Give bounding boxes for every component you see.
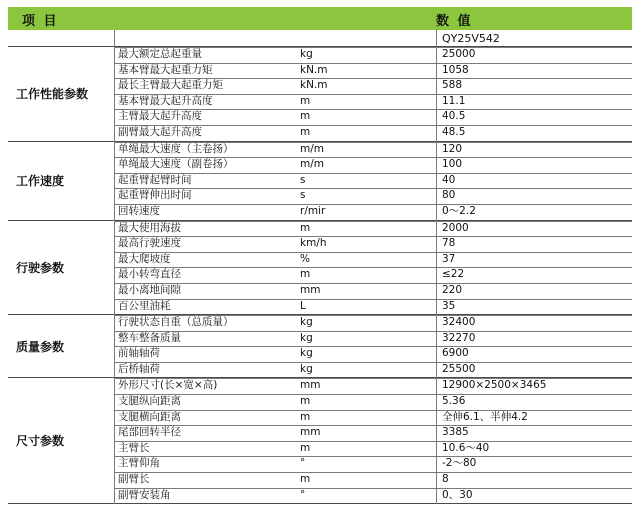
table-row [8, 346, 632, 362]
parameter-value: 2000 [442, 221, 469, 234]
row-divider [114, 204, 632, 205]
row-divider [114, 267, 632, 268]
parameter-unit: m [300, 473, 311, 486]
value-column-header: 数 值 [436, 14, 473, 29]
table-row [8, 425, 632, 441]
table-row [8, 221, 632, 237]
model-number: QY25V542 [442, 32, 500, 45]
parameter-unit: mm [300, 426, 321, 439]
parameter-name: 最大爬坡度 [118, 252, 171, 265]
table-row [8, 109, 632, 125]
row-divider [114, 283, 632, 284]
group-name: 工作性能参数 [16, 87, 89, 102]
parameter-name: 最小离地间隙 [118, 283, 181, 296]
table-row [8, 394, 632, 410]
table-row [8, 456, 632, 472]
parameter-unit: m [300, 410, 311, 423]
parameter-value: 0～2.2 [442, 204, 476, 217]
parameter-unit: m [300, 125, 311, 138]
group-name: 工作速度 [16, 174, 65, 189]
table-row [8, 142, 632, 158]
parameter-unit: m [300, 110, 311, 123]
parameter-value: 37 [442, 252, 456, 265]
parameter-name: 最大额定总起重量 [118, 48, 202, 60]
table-row [8, 299, 632, 315]
table-row [8, 472, 632, 488]
parameter-name: 外形尺寸(长×宽×高) [118, 379, 218, 392]
parameter-name: 回转速度 [118, 204, 160, 217]
group-name: 行驶参数 [16, 260, 65, 275]
parameter-name: 单绳最大速度（副卷扬） [118, 158, 234, 171]
parameter-value: 1058 [442, 63, 469, 76]
parameter-unit: m [300, 268, 311, 281]
parameter-unit: s [300, 189, 306, 202]
parameter-unit: L [300, 299, 306, 312]
parameter-value: 120 [442, 142, 463, 155]
parameter-value: 40.5 [442, 110, 466, 123]
parameter-unit: s [300, 173, 306, 186]
parameter-unit: kg [300, 48, 313, 60]
column-divider [436, 30, 437, 504]
row-divider [114, 331, 632, 332]
parameter-unit: m [300, 441, 311, 454]
model-row [8, 30, 632, 46]
table-row [8, 157, 632, 173]
parameter-name: 主臂长 [118, 441, 150, 454]
parameter-unit: m [300, 221, 311, 234]
parameter-name: 基本臂最大起升高度 [118, 94, 213, 107]
parameter-name: 百公里油耗 [118, 299, 171, 312]
parameter-value: ≤22 [442, 268, 465, 281]
table-row [8, 315, 632, 331]
table-row [8, 488, 632, 504]
parameter-name: 尾部回转半径 [118, 426, 181, 439]
parameter-value: 5.36 [442, 395, 466, 408]
row-divider [114, 456, 632, 457]
parameter-unit: kg [300, 362, 313, 375]
parameter-value: 10.6～40 [442, 441, 490, 454]
parameter-value: 全伸6.1、半伸4.2 [442, 410, 528, 423]
parameter-unit: kg [300, 331, 313, 344]
row-divider [114, 488, 632, 489]
row-divider [114, 299, 632, 300]
row-divider [114, 236, 632, 237]
parameter-name: 最长主臂最大起重力矩 [118, 79, 223, 92]
table-row [8, 441, 632, 457]
table-row [8, 188, 632, 204]
parameter-unit: mm [300, 283, 321, 296]
table-row [8, 125, 632, 141]
row-divider [114, 441, 632, 442]
parameter-name: 副臂长 [118, 473, 150, 486]
table-row [8, 410, 632, 426]
parameter-name: 最小转弯直径 [118, 268, 181, 281]
parameter-value: 12900×2500×3465 [442, 379, 547, 392]
parameter-unit: m [300, 94, 311, 107]
spec-table [8, 30, 632, 504]
parameter-unit: % [300, 252, 310, 265]
parameter-unit: m [300, 395, 311, 408]
spec-group [8, 377, 632, 503]
parameter-name: 后桥轴荷 [118, 362, 160, 375]
table-row [8, 63, 632, 79]
spec-group [8, 220, 632, 315]
parameter-value: 220 [442, 283, 463, 296]
row-divider [114, 472, 632, 473]
table-header [8, 7, 632, 30]
group-name: 质量参数 [16, 339, 65, 354]
parameter-value: 80 [442, 189, 456, 202]
parameter-value: 11.1 [442, 94, 466, 107]
table-row [8, 236, 632, 252]
parameter-value: -2～80 [442, 457, 477, 470]
row-divider [114, 394, 632, 395]
row-divider [114, 252, 632, 253]
parameter-name: 行驶状态自重（总质量） [118, 316, 234, 329]
table-row [8, 378, 632, 394]
parameter-unit: kN.m [300, 79, 328, 92]
parameter-name: 起重臂起臂时间 [118, 173, 192, 186]
parameter-unit: kg [300, 347, 313, 360]
parameter-value: 32400 [442, 316, 476, 329]
parameter-value: 588 [442, 79, 463, 92]
parameter-value: 32270 [442, 331, 476, 344]
parameter-name: 整车整备质量 [118, 331, 181, 344]
spec-group [8, 314, 632, 377]
group-name: 尺寸参数 [16, 434, 65, 449]
parameter-name: 最高行驶速度 [118, 237, 181, 250]
table-bottom-rule [8, 503, 632, 504]
table-row [8, 94, 632, 110]
parameter-name: 起重臂伸出时间 [118, 189, 192, 202]
parameter-value: 25000 [442, 48, 476, 60]
parameter-name: 副臂最大起升高度 [118, 125, 202, 138]
parameter-value: 40 [442, 173, 456, 186]
parameter-unit: ° [300, 457, 306, 470]
parameter-name: 支腿横向距离 [118, 410, 181, 423]
parameter-value: 48.5 [442, 125, 466, 138]
parameter-value: 35 [442, 299, 456, 312]
row-divider [114, 362, 632, 363]
parameter-unit: kN.m [300, 63, 328, 76]
column-divider [114, 30, 115, 504]
parameter-name: 副臂安装角 [118, 488, 171, 501]
parameter-unit: mm [300, 379, 321, 392]
parameter-name: 单绳最大速度（主卷扬） [118, 142, 234, 155]
table-row [8, 362, 632, 378]
parameter-unit: kg [300, 316, 313, 329]
parameter-value: 100 [442, 158, 463, 171]
table-row [8, 78, 632, 94]
parameter-name: 基本臂最大起重力矩 [118, 63, 213, 76]
table-row [8, 331, 632, 347]
parameter-name: 主臂最大起升高度 [118, 110, 202, 123]
table-row [8, 267, 632, 283]
parameter-name: 支腿纵向距离 [118, 395, 181, 408]
table-row [8, 173, 632, 189]
row-divider [114, 221, 632, 222]
table-row [8, 283, 632, 299]
spec-group [8, 46, 632, 141]
spec-group [8, 141, 632, 220]
table-row [8, 204, 632, 220]
parameter-unit: r/mir [300, 204, 326, 217]
parameter-unit: m/m [300, 158, 324, 171]
parameter-value: 0、30 [442, 488, 473, 501]
table-row [8, 252, 632, 268]
parameter-unit: ° [300, 488, 306, 501]
parameter-value: 3385 [442, 426, 469, 439]
table-row [8, 47, 632, 63]
parameter-value: 6900 [442, 347, 469, 360]
row-divider [114, 410, 632, 411]
item-column-header: 项 目 [22, 14, 59, 29]
parameter-value: 8 [442, 473, 449, 486]
parameter-name: 前轴轴荷 [118, 347, 160, 360]
row-divider [114, 425, 632, 426]
parameter-unit: m/m [300, 142, 324, 155]
parameter-name: 最大使用海拔 [118, 221, 181, 234]
parameter-unit: km/h [300, 237, 327, 250]
parameter-value: 78 [442, 237, 456, 250]
parameter-value: 25500 [442, 362, 476, 375]
row-divider [114, 346, 632, 347]
parameter-name: 主臂仰角 [118, 457, 160, 470]
